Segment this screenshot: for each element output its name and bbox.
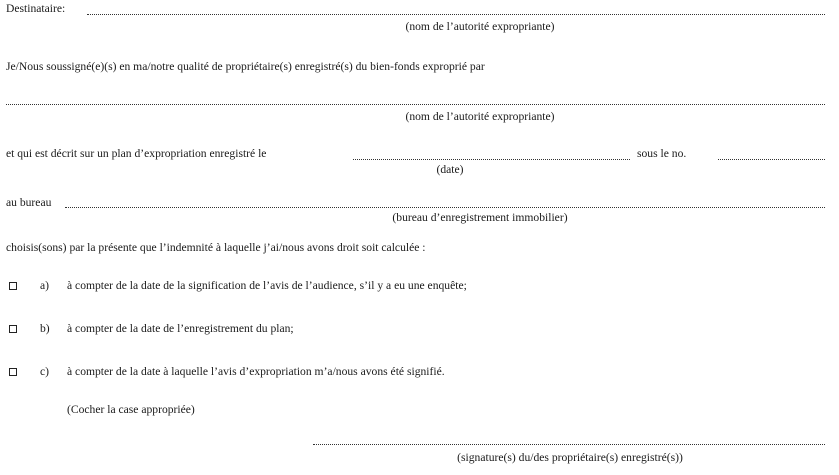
option-c-checkbox[interactable] [9,368,17,376]
choice-intro: choisis(sons) par la présente que l’indemnité à laquelle j’ai/nous avons droit soit calculée : [6,241,426,254]
recipient-label: Destinataire: [6,2,66,15]
option-a-letter: a) [40,279,50,292]
expropriating-authority-field[interactable] [6,104,825,105]
office-caption: (bureau d’enregistrement immobilier) [392,211,568,224]
plan-date-field[interactable] [353,159,630,160]
recipient-caption: (nom de l’autorité expropriante) [405,20,555,33]
option-a-text: à compter de la date de la signification de l’avis de l’audience, s’il y a eu une enquête; [67,279,467,292]
option-b-checkbox[interactable] [9,325,17,333]
option-b-text: à compter de la date de l’enregistrement du plan; [67,322,294,335]
signature-field[interactable] [313,444,825,445]
option-b-letter: b) [40,322,50,335]
statement-caption: (nom de l’autorité expropriante) [405,110,555,123]
recipient-field[interactable] [87,14,825,15]
option-c-text: à compter de la date à laquelle l’avis d’expropriation m’a/nous avons été signifié. [67,365,445,378]
option-a-checkbox[interactable] [9,282,17,290]
option-c-letter: c) [40,365,50,378]
plan-number-label: sous le no. [637,147,687,160]
statement-text: Je/Nous soussigné(e)(s) en ma/notre qualité de propriétaire(s) enregistré(s) du bien-fonds exproprié par [6,60,485,73]
plan-text: et qui est décrit sur un plan d’expropriation enregistré le [6,147,267,160]
date-caption: (date) [436,163,464,176]
office-label: au bureau [6,196,52,209]
plan-number-field[interactable] [718,159,825,160]
office-field[interactable] [65,207,825,208]
instruction-text: (Cocher la case appropriée) [67,403,195,416]
signature-caption: (signature(s) du/des propriétaire(s) enregistré(s)) [457,451,683,464]
